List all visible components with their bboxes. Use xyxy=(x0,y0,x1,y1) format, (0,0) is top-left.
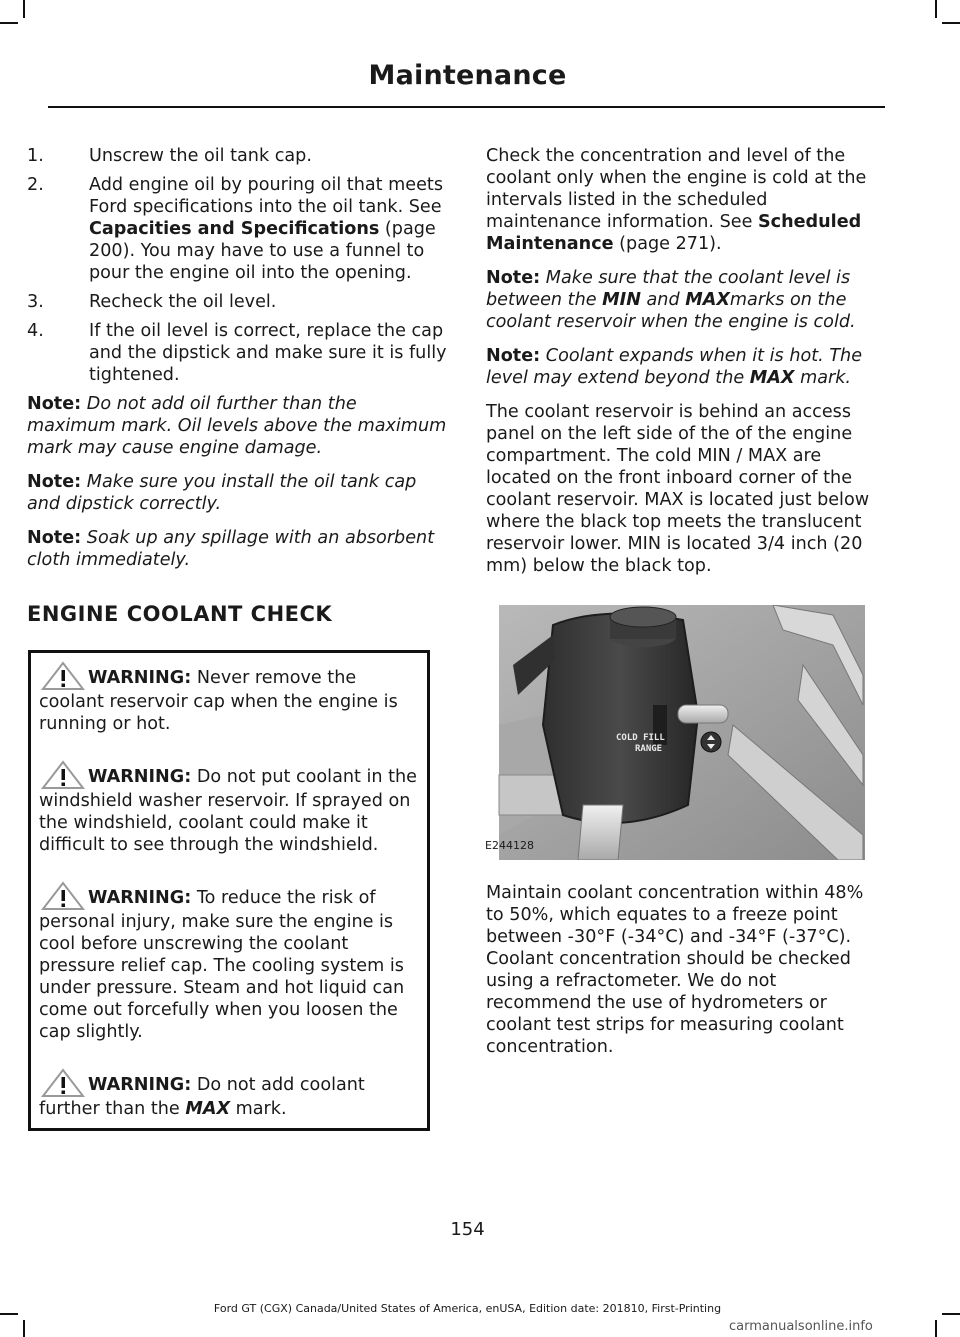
coolant-reservoir-illustration xyxy=(483,605,867,860)
watermark: carmanualsonline.info xyxy=(729,1319,873,1334)
step-text xyxy=(89,320,449,386)
warning-text: Do not add coolant further than the xyxy=(39,1075,365,1119)
warning-text: Never remove the coolant reservoir cap when the engine is running or hot. xyxy=(39,668,398,734)
warning-item xyxy=(39,881,418,1043)
note-label: Note: xyxy=(486,268,541,288)
note-text: Make sure that the coolant level is between the xyxy=(486,268,851,310)
section-heading: ENGINE COOLANT CHECK xyxy=(27,602,333,626)
list-item xyxy=(27,145,449,167)
note-label: Note: xyxy=(486,346,541,366)
warning-text: To reduce the risk of personal injury, make sure the engine is cool before unscrewing the coolant pressure relief cap. The cooling system is under pressure. Steam and hot liquid can come out forcefully when you loosen the cap slightly. xyxy=(39,888,405,1042)
page-title: Maintenance xyxy=(368,60,567,91)
paragraph: Maintain coolant concentration within 48% to 50%, which equates to a freeze point between -30°F (-34°C) and -34°F (-37°C). Coolant concentration should be checked using a refractometer. We do not recommend the use of hydrometers or coolant test strips for measuring coolant concentration. xyxy=(486,883,864,1057)
note-text: Do not add oil further than the maximum mark. Oil levels above the maximum mark may cause engine damage. xyxy=(27,394,447,458)
note xyxy=(27,527,449,571)
warning-text-emphasis: MAX xyxy=(185,1099,231,1119)
right-column xyxy=(486,145,881,1070)
step-number: 1. xyxy=(27,146,44,166)
crop-mark xyxy=(935,1320,937,1337)
note-text: Soak up any spillage with an absorbent cloth immediately. xyxy=(27,528,435,570)
note xyxy=(486,267,881,333)
warning-box xyxy=(28,650,430,1131)
paragraph-text: Check the concentration and level of the coolant only when the engine is cold at the intervals listed in the scheduled maintenance information. See xyxy=(486,146,867,232)
crop-mark xyxy=(942,1313,960,1315)
crop-mark xyxy=(935,0,937,18)
step-number: 2. xyxy=(27,175,44,195)
left-column xyxy=(27,145,449,1131)
list-item xyxy=(27,174,449,284)
figure-code: E244128 xyxy=(485,839,534,852)
paragraph xyxy=(486,145,881,255)
paragraph-text: (page 271). xyxy=(613,234,722,254)
note-emphasis: MIN xyxy=(602,290,641,310)
warning-triangle-icon xyxy=(41,881,85,911)
note xyxy=(486,345,881,389)
edition-line: Ford GT (CGX) Canada/United States of America, enUSA, Edition date: 201810, First-Printing xyxy=(213,1302,722,1315)
header-divider xyxy=(48,106,885,108)
warning-text: Do not put coolant in the windshield washer reservoir. If sprayed on the windshield, coolant could make it difficult to see through the windshield. xyxy=(39,767,417,855)
note-label: Note: xyxy=(27,394,82,414)
warning-item xyxy=(39,760,418,856)
step-text xyxy=(89,174,449,284)
paragraph: The coolant reservoir is behind an access panel on the left side of the of the engine compartment. The cold MIN / MAX are located on the front inboard corner of the coolant reservoir. MAX is located just below where the black top meets the translucent reservoir lower. MIN is located 3/4 inch (20 mm) below the black top. xyxy=(486,402,870,576)
crop-mark xyxy=(23,0,25,18)
warning-label: WARNING: xyxy=(88,1075,192,1095)
warning-triangle-icon xyxy=(41,1068,85,1098)
note xyxy=(27,393,449,459)
coolant-reservoir-figure xyxy=(483,605,867,860)
note-text: Coolant expands when it is hot. The level may extend beyond the xyxy=(486,346,863,388)
warning-text: mark. xyxy=(230,1099,287,1119)
note-emphasis: MAX xyxy=(685,290,730,310)
step-text-part: Recheck the oil level. xyxy=(89,292,277,312)
figure-label: COLD FILL xyxy=(616,733,665,743)
note-text: marks on the coolant reservoir when the engine is cold. xyxy=(486,290,856,332)
step-text-part: If the oil level is correct, replace the cap and the dipstick and make sure it is fully tightened. xyxy=(89,321,447,385)
warning-triangle-icon xyxy=(41,661,85,691)
note-text: and xyxy=(640,290,686,310)
warning-item xyxy=(39,661,418,735)
warning-label: WARNING: xyxy=(88,767,192,787)
note-text: Make sure you install the oil tank cap and dipstick correctly. xyxy=(27,472,417,514)
note-label: Note: xyxy=(27,528,82,548)
list-item xyxy=(27,291,449,313)
figure-label: RANGE xyxy=(635,744,663,754)
step-text xyxy=(89,145,449,167)
warning-triangle-icon xyxy=(41,760,85,790)
step-text xyxy=(89,291,449,313)
step-text-part: Add engine oil by pouring oil that meets Ford specifications into the oil tank. See xyxy=(89,175,443,217)
warning-item xyxy=(39,1068,418,1120)
crop-mark xyxy=(0,22,18,24)
cross-reference-link[interactable]: Capacities and Specifications xyxy=(89,219,380,239)
crop-mark xyxy=(942,22,960,24)
note xyxy=(27,471,449,515)
warning-label: WARNING: xyxy=(88,668,192,688)
note-text: mark. xyxy=(794,368,852,388)
note-label: Note: xyxy=(27,472,82,492)
step-text-part: (page 200). You may have to use a funnel to pour the engine oil into the opening. xyxy=(89,219,436,283)
warning-label: WARNING: xyxy=(88,888,192,908)
note-emphasis: MAX xyxy=(749,368,795,388)
step-text-part: Unscrew the oil tank cap. xyxy=(89,146,312,166)
cross-reference-link[interactable]: Scheduled Maintenance xyxy=(486,212,862,254)
crop-mark xyxy=(23,1320,25,1337)
step-number: 3. xyxy=(27,292,44,312)
page-number: 154 xyxy=(450,1219,485,1240)
step-number: 4. xyxy=(27,321,44,341)
list-item xyxy=(27,320,449,386)
